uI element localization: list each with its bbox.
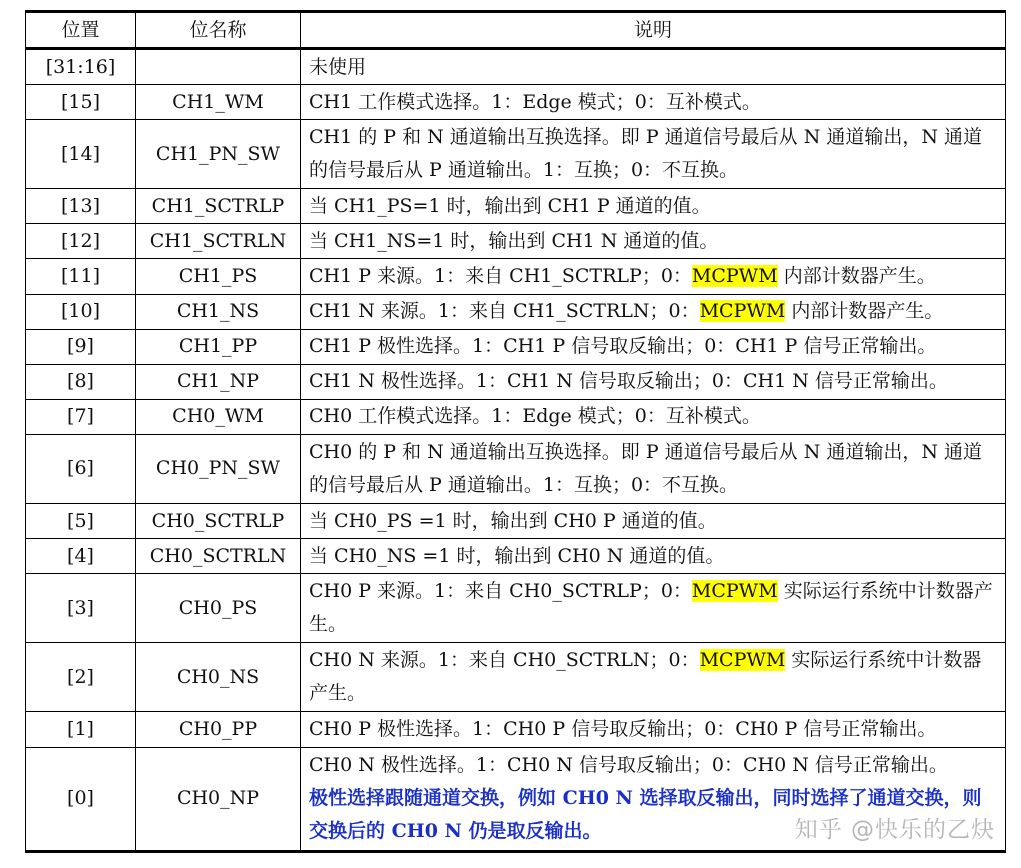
table-row: [26, 189, 1006, 224]
bit-name: CH1_PP: [136, 329, 301, 364]
description-text: 当 CH1_NS=1 时，输出到 CH1 N 通道的值。: [309, 229, 719, 252]
table-row: [26, 399, 1006, 434]
bit-description: [301, 712, 1006, 747]
bit-description: [301, 574, 1006, 643]
description-text: 当 CH0_PS =1 时，输出到 CH0 P 通道的值。: [309, 509, 717, 532]
bit-description: [301, 85, 1006, 120]
polarity-note: 极性选择跟随通道交换，例如 CH0 N 选择取反输出，同时选择了通道交换，则交换后的 CH0 N 仍是取反输出。: [309, 787, 982, 843]
highlighted-term: MCPWM: [699, 649, 786, 672]
description-text: CH0 P 极性选择。1：CH0 P 信号取反输出；0：CH0 P 信号正常输出。: [309, 717, 937, 740]
watermark: 知乎 @快乐的乙炔: [794, 817, 995, 843]
bit-position: [14]: [26, 120, 136, 189]
bit-name: CH1_PS: [136, 259, 301, 294]
bit-position: [12]: [26, 224, 136, 259]
bit-position: [31:16]: [26, 49, 136, 85]
bit-position: [11]: [26, 259, 136, 294]
header-position: 位置: [26, 12, 136, 49]
description-text: CH1 P 极性选择。1：CH1 P 信号取反输出；0：CH1 P 信号正常输出。: [309, 335, 937, 358]
highlighted-term: MCPWM: [691, 265, 778, 288]
table-header-row: [26, 12, 1006, 49]
bit-description: [301, 49, 1006, 85]
table-row: [26, 259, 1006, 294]
bit-name: CH0_NP: [136, 747, 301, 851]
bit-name: CH0_SCTRLP: [136, 504, 301, 539]
bit-description: [301, 120, 1006, 189]
bit-description: [301, 329, 1006, 364]
table-row: [26, 85, 1006, 120]
description-text: CH1 的 P 和 N 通道输出互换选择。即 P 通道信号最后从 N 通道输出，N 通道的信号最后从 P 通道输出。1：互换；0：不互换。: [309, 126, 983, 182]
description-text: CH0 的 P 和 N 通道输出互换选择。即 P 通道信号最后从 N 通道输出，N 通道的信号最后从 P 通道输出。1：互换；0：不互换。: [309, 440, 983, 496]
bit-description: [301, 643, 1006, 712]
bit-name: CH1_WM: [136, 85, 301, 120]
bit-description: [301, 539, 1006, 574]
bit-name: CH0_PS: [136, 574, 301, 643]
bit-description: [301, 294, 1006, 329]
description-text: CH0 N 来源。1：来自 CH0_SCTRLN；0：: [309, 649, 700, 672]
bit-position: [5]: [26, 504, 136, 539]
bit-position: [9]: [26, 329, 136, 364]
description-text: 当 CH1_PS=1 时，输出到 CH1 P 通道的值。: [309, 194, 711, 217]
bit-position: [0]: [26, 747, 136, 851]
description-text: 内部计数器产生。: [785, 300, 944, 323]
bit-description: [301, 364, 1006, 399]
description-text: 内部计数器产生。: [777, 265, 936, 288]
bit-name: CH0_NS: [136, 643, 301, 712]
bit-position: [1]: [26, 712, 136, 747]
description-text: CH0 N 极性选择。1：CH0 N 信号取反输出；0：CH0 N 信号正常输出。: [309, 754, 948, 777]
bit-position: [13]: [26, 189, 136, 224]
table-row: [26, 712, 1006, 747]
table-row: [26, 49, 1006, 85]
bit-description: [301, 259, 1006, 294]
bit-name: CH0_PN_SW: [136, 434, 301, 503]
bit-name: CH1_NP: [136, 364, 301, 399]
bit-position: [2]: [26, 643, 136, 712]
table-row: [26, 224, 1006, 259]
header-bit-name: 位名称: [136, 12, 301, 49]
bit-name: [136, 49, 301, 85]
bit-description: [301, 189, 1006, 224]
bit-description: [301, 399, 1006, 434]
description-text: 实际运行系统中计数器产生。: [309, 580, 993, 636]
description-text: 未使用: [309, 55, 367, 78]
table-row: [26, 434, 1006, 503]
bit-position: [15]: [26, 85, 136, 120]
table-row: [26, 329, 1006, 364]
description-text: CH1 N 来源。1：来自 CH1_SCTRLN；0：: [309, 300, 700, 323]
description-text: CH1 工作模式选择。1：Edge 模式；0：互补模式。: [309, 90, 761, 113]
bit-position: [4]: [26, 539, 136, 574]
description-text: CH1 N 极性选择。1：CH1 N 信号取反输出；0：CH1 N 信号正常输出。: [309, 370, 948, 393]
table-row: [26, 364, 1006, 399]
table-row: [26, 294, 1006, 329]
bit-name: CH1_SCTRLP: [136, 189, 301, 224]
description-text: 实际运行系统中计数器产生。: [309, 649, 982, 705]
header-description: 说明: [301, 12, 1006, 49]
bit-description: [301, 434, 1006, 503]
table-row: [26, 643, 1006, 712]
bit-name: CH0_PP: [136, 712, 301, 747]
bit-name: CH1_NS: [136, 294, 301, 329]
bit-description: [301, 504, 1006, 539]
register-table: [25, 10, 1006, 853]
description-text: CH1 P 来源。1：来自 CH1_SCTRLP；0：: [309, 265, 692, 288]
bit-description: [301, 224, 1006, 259]
bit-position: [3]: [26, 574, 136, 643]
table-row: [26, 120, 1006, 189]
table-row: [26, 574, 1006, 643]
table-row: [26, 504, 1006, 539]
bit-name: CH0_SCTRLN: [136, 539, 301, 574]
description-text: CH0 工作模式选择。1：Edge 模式；0：互补模式。: [309, 405, 761, 428]
bit-position: [10]: [26, 294, 136, 329]
bit-position: [7]: [26, 399, 136, 434]
bit-name: CH1_PN_SW: [136, 120, 301, 189]
table-row: [26, 539, 1006, 574]
description-text: 当 CH0_NS =1 时，输出到 CH0 N 通道的值。: [309, 544, 725, 567]
highlighted-term: MCPWM: [699, 300, 786, 323]
bit-name: CH1_SCTRLN: [136, 224, 301, 259]
bit-position: [6]: [26, 434, 136, 503]
description-text: CH0 P 来源。1：来自 CH0_SCTRLP；0：: [309, 580, 692, 603]
highlighted-term: MCPWM: [691, 580, 778, 603]
bit-name: CH0_WM: [136, 399, 301, 434]
bit-position: [8]: [26, 364, 136, 399]
